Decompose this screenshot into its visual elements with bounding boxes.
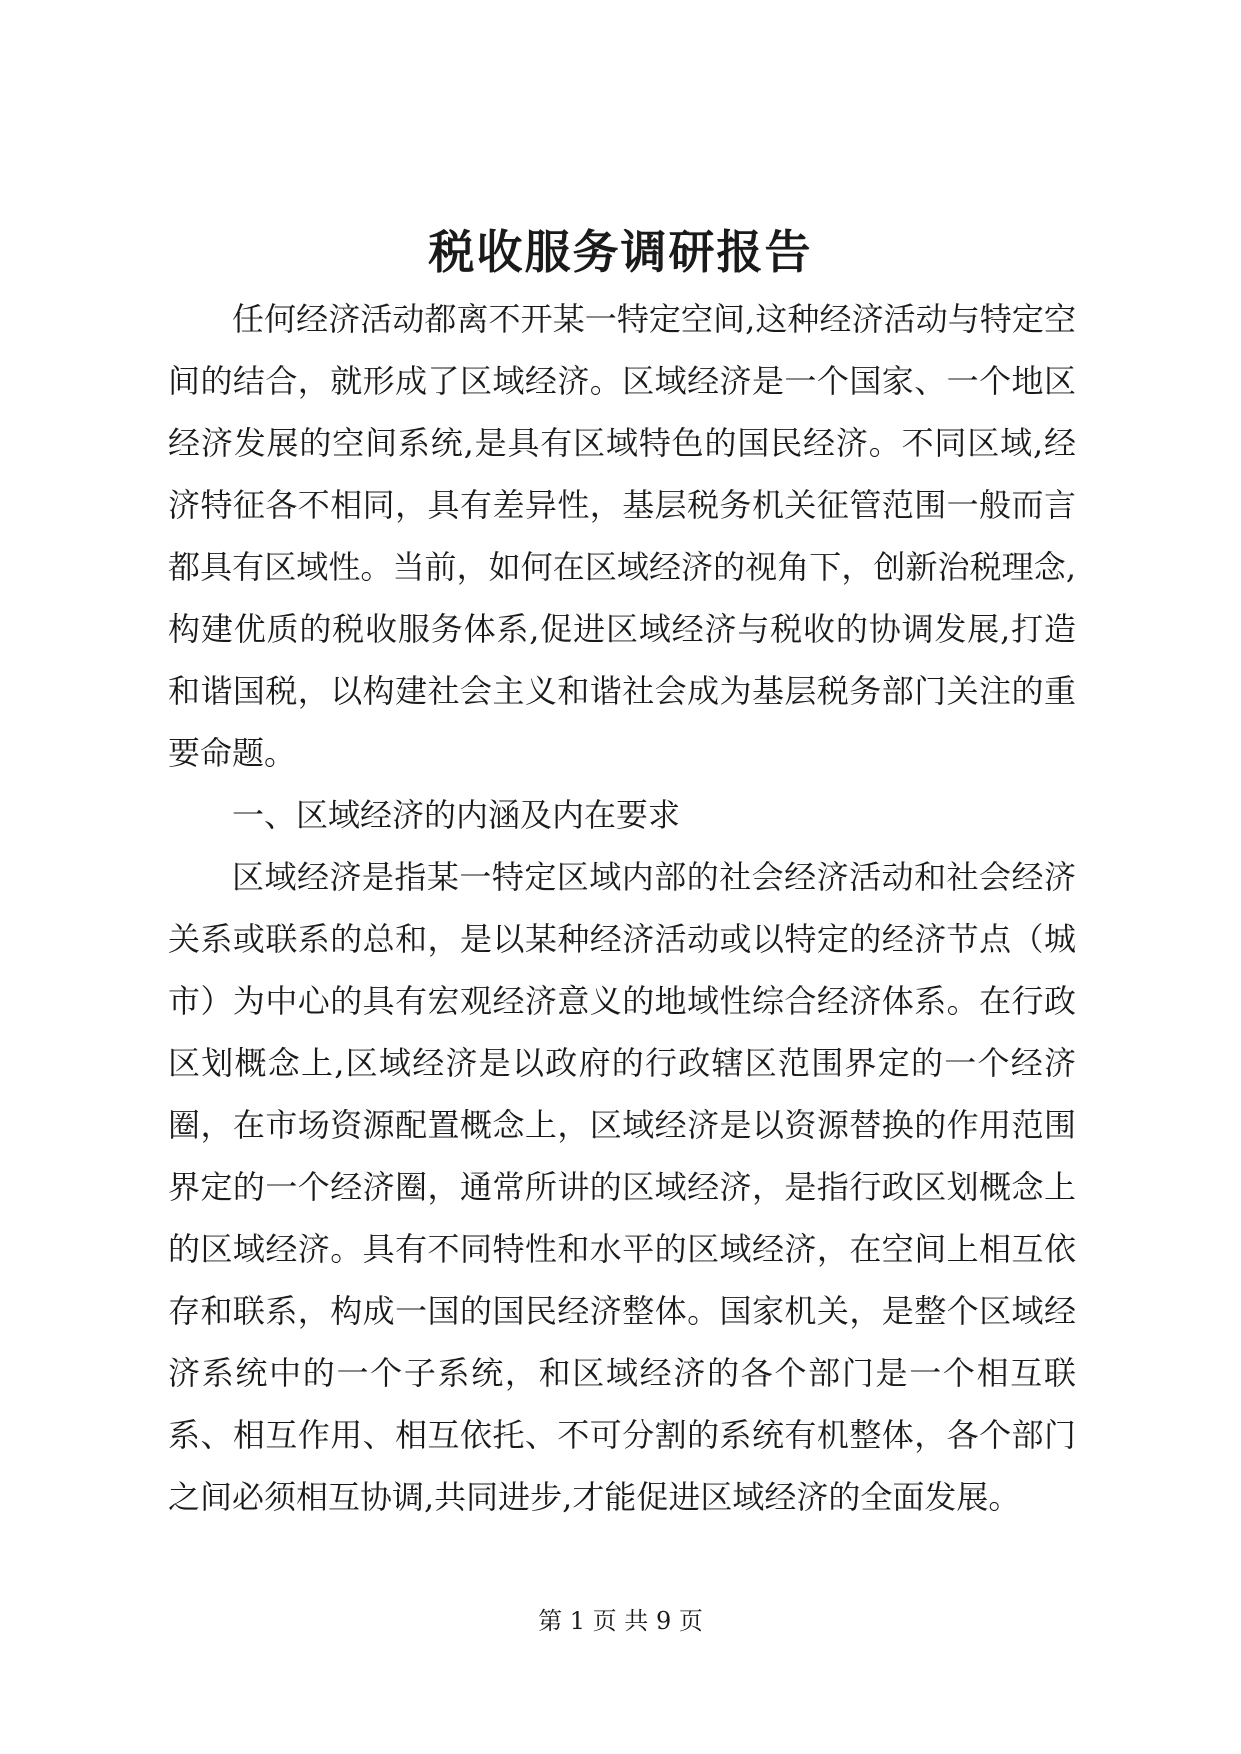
paragraph-section-1: 区域经济是指某一特定区域内部的社会经济活动和社会经济关系或联系的总和，是以某种经济活动或以特定的经济节点（城市）为中心的具有宏观经济意义的地域性综合经济体系。在行政区划概念上,区域经济是以政府的行政辖区范围界定的一个经济圈，在市场资源配置概念上，区域经济是以资源替换的作用范围界定的一个经济圈，通常所讲的区域经济，是指行政区划概念上的区域经济。具有不同特性和水平的区域经济，在空间上相互依存和联系，构成一国的国民经济整体。国家机关，是整个区域经济系统中的一个子系统，和区域经济的各个部门是一个相互联系、相互作用、相互依托、不可分割的系统有机整体，各个部门之间必须相互协调,共同进步,才能促进区域经济的全面发展。 (168, 858, 1076, 1516)
page-number-footer: 第 1 页 共 9 页 (538, 1607, 703, 1635)
section-heading-1: 一、区域经济的内涵及内在要求 (232, 796, 681, 834)
document-body (168, 288, 1076, 1528)
document-title: 税收服务调研报告 (428, 225, 813, 279)
paragraph-intro: 任何经济活动都离不开某一特定空间,这种经济活动与特定空间的结合，就形成了区域经济。区域经济是一个国家、一个地区经济发展的空间系统,是具有区域特色的国民经济。不同区域,经济特征各不相同，具有差异性，基层税务机关征管范围一般而言都具有区域性。当前，如何在区域经济的视角下，创新治税理念,构建优质的税收服务体系,促进区域经济与税收的协调发展,打造和谐国税，以构建社会主义和谐社会成为基层税务部门关注的重要命题。 (168, 300, 1076, 772)
